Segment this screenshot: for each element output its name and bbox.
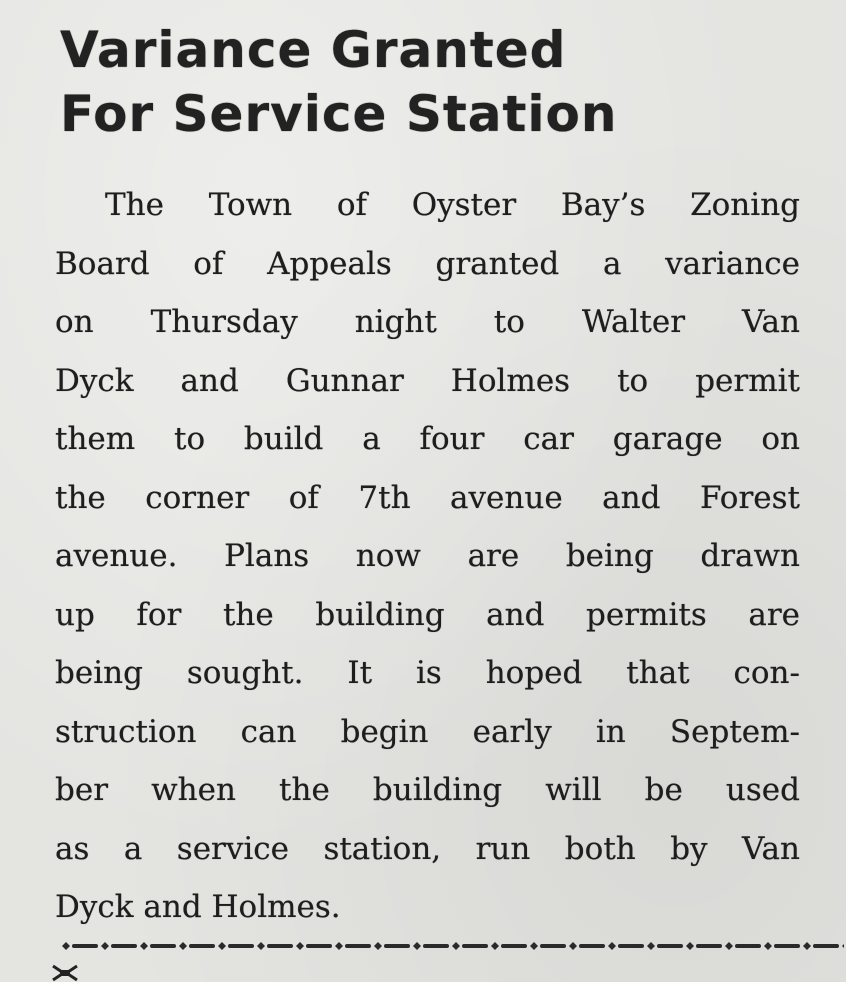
article-line-2: Board of Appeals granted a variance [55,245,800,282]
article-line-12: as a service station, run both by Van [55,830,800,867]
article-line-1: The Town of Oyster Bay’s Zoning [105,187,800,223]
article-line-4: Dyck and Gunnar Holmes to permit [55,362,800,399]
article-line-13: Dyck and Holmes. [55,889,341,925]
cross-mark-icon [50,962,80,982]
article-body [55,176,800,937]
article-line-3: on Thursday night to Walter Van [55,304,800,340]
article-line-9: being sought. It is hoped that con- [55,655,800,691]
article-line-7: avenue. Plans now are being drawn [55,538,800,574]
headline [60,18,617,146]
ornamental-rule-icon [62,939,844,953]
headline-line-2: For Service Station [60,85,618,143]
article-line-10: struction can begin early in Septem- [55,713,800,750]
article-line-5: them to build a four car garage on [55,421,800,457]
headline-line-1: Variance Granted [60,21,567,79]
article-line-8: up for the building and permits are [55,596,800,633]
article-line-6: the corner of 7th avenue and Forest [55,479,800,516]
article-line-11: ber when the building will be used [55,772,800,808]
